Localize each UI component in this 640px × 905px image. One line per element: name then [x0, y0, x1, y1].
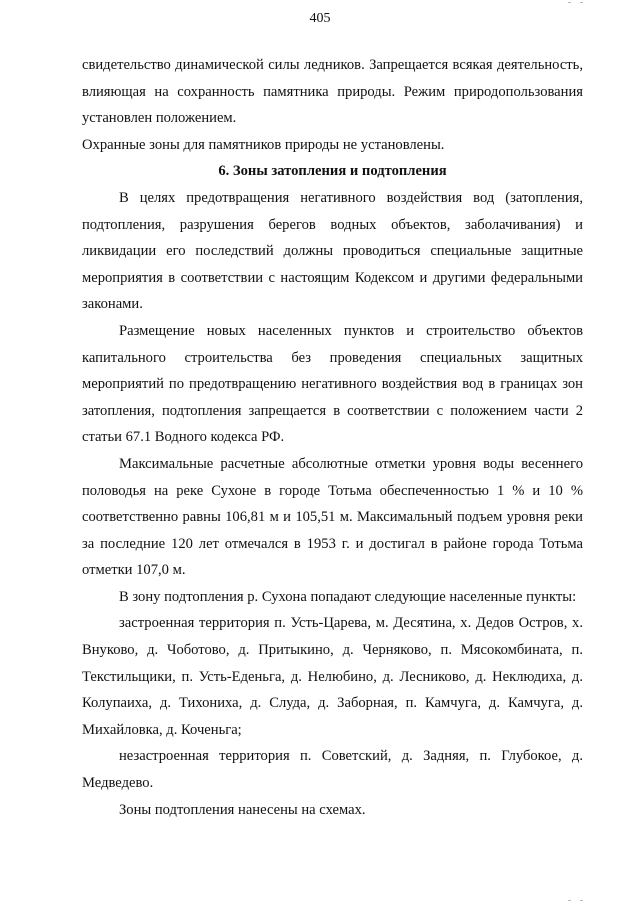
paragraph-glacier-protection: свидетельство динамической силы ледников. Запрещается всякая деятельность, влияющая на сохранность памятника природы. Режим природопользования установлен положением. — [82, 57, 583, 127]
page-number: 405 — [309, 11, 331, 26]
section-heading: 6. Зоны затопления и подтопления — [218, 163, 447, 180]
paragraph-built-up-territory: застроенная территория п. Усть-Царева, м. Десятина, х. Дедов Остров, х. Внуково, д. Чоботово, д. Притыкино, д. Черняково, п. Мясокомбината, п. Текстильщики, п. Усть-Еденьга, д. Нелюбино, д. Лесниково, д. Неклюдиха, д. Колупаиха, д. Тихониха, д. Слуда, д. Заборная, п. Камчуга, д. Камчуга, д. Михайловка, д. Коченьга; — [82, 615, 583, 738]
scan-mark — [580, 900, 583, 901]
paragraph-flood-zone-intro: В зону подтопления р. Сухона попадают следующие населенные пункты: — [119, 588, 577, 605]
scan-mark — [568, 2, 571, 3]
page-body — [82, 52, 583, 823]
paragraph-unbuilt-territory: незастроенная территория п. Советский, д. Задняя, п. Глубокое, д. Медведево. — [82, 748, 583, 792]
paragraph-water-levels: Максимальные расчетные абсолютные отметки уровня воды весеннего половодья на реке Сухоне в городе Тотьма обеспеченностью 1 % и 10 % соответственно равны 106,81 м и 105,51 м. Максимальный подъем уровня реки за последние 120 лет отмечался в 1953 г. и достигал в районе города Тотьма отметки 107,0 м. — [82, 455, 583, 579]
scan-mark — [568, 900, 571, 901]
paragraph-prevention-measures: В целях предотвращения негативного воздействия вод (затопления, подтопления, разрушения берегов водных объектов, заболачивания) и ликвидации его последствий должны проводиться специальные защитные мероприятия в соответствии с настоящим Кодексом и другими федеральными законами. — [82, 189, 583, 313]
paragraph-placement-restriction: Размещение новых населенных пунктов и строительство объектов капитального строительства без проведения специальных защитных мероприятий по предотвращению негативного воздействия вод в границах зон затопления, подтопления запрещается в соответствии с положением части 2 статьи 67.1 Водного кодекса РФ. — [82, 322, 583, 446]
paragraph-schemes-note: Зоны подтопления нанесены на схемах. — [119, 801, 366, 818]
paragraph-protection-zones: Охранные зоны для памятников природы не установлены. — [82, 136, 445, 153]
scan-mark — [580, 2, 583, 3]
